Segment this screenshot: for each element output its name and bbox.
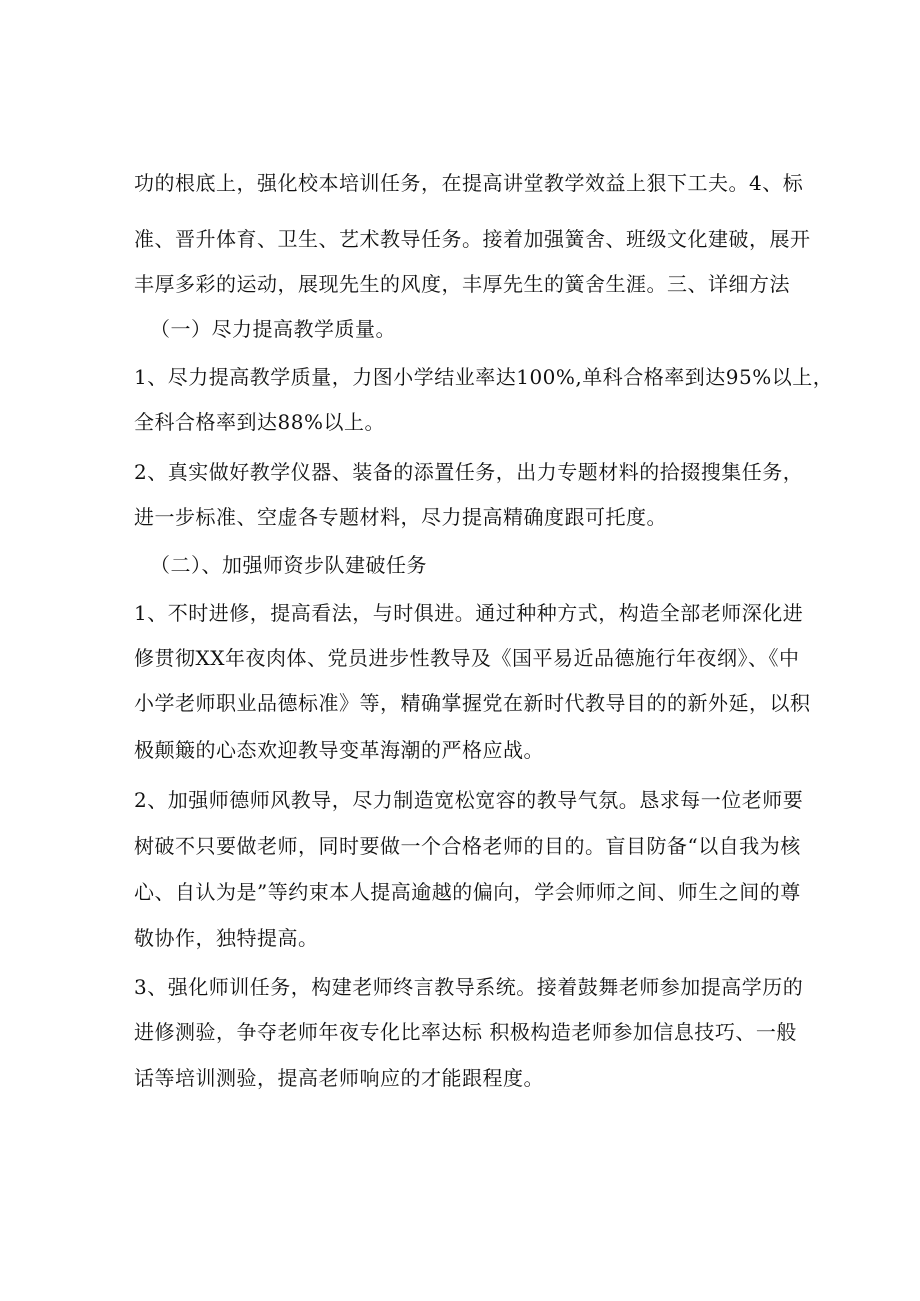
body-text-line: 敬协作，独特提高。 [134,926,319,950]
body-text-line: 3、强化师训任务，构建老师终言教导系统。接着鼓舞老师参加提高学历的 [134,975,804,999]
body-text-line: 全科合格率到达88%以上。 [134,410,385,434]
body-text-line: 功的根底上，强化校本培训任务，在提高讲堂教学效益上狠下工夫。4、标 [134,171,804,195]
body-text-line: 极颠簸的心态欢迎教导变革海潮的严格应战。 [134,738,544,762]
body-text-line: 2、真实做好教学仪器、装备的添置任务，出力专题材料的拾掇搜集任务， [134,460,804,484]
section-heading: （二）、加强师资步队建破任务 [150,553,427,577]
body-text-line: 心、自认为是”等约束本人提高逾越的偏向，学会师师之间、师生之间的尊 [134,880,801,904]
body-text-line: 1、不时进修，提高看法，与时俱进。通过种种方式，构造全部老师深化进 [134,601,804,625]
body-text-line: 小学老师职业品德标准》等，精确掌握党在新时代教导目的的新外延，以积 [134,691,811,715]
body-text-line: 2、加强师德师风教导，尽力制造宽松宽容的教导气氛。恳求每一位老师要 [134,788,804,812]
body-text-line: 修贯彻XX年夜肉体、党员进步性教导及《国平易近品德施行年夜纲》、《中 [134,646,800,670]
body-text-line: 丰厚多彩的运动，展现先生的风度，丰厚先生的簧舍生涯。三、详细方法 [134,272,790,296]
body-text-line: 准、晋升体育、卫生、艺术教导任务。接着加强簧舍、班级文化建破，展开 [134,227,811,251]
body-text-line: 1、尽力提高教学质量，力图小学结业率达100%,单科合格率到达95%以上， [134,365,834,389]
body-text-line: 树破不只要做老师，同时要做一个合格老师的目的。盲目防备“以自我为核 [134,834,801,858]
body-text-line: 进一步标准、空虚各专题材料，尽力提高精确度跟可托度。 [134,505,667,529]
section-heading: （一）尽力提高教学质量。 [150,317,396,341]
body-text-line: 话等培训测验，提高老师响应的才能跟程度。 [134,1066,544,1090]
body-text-line: 进修测验，争夺老师年夜专化比率达标 积极构造老师参加信息技巧、一般 [134,1020,797,1044]
